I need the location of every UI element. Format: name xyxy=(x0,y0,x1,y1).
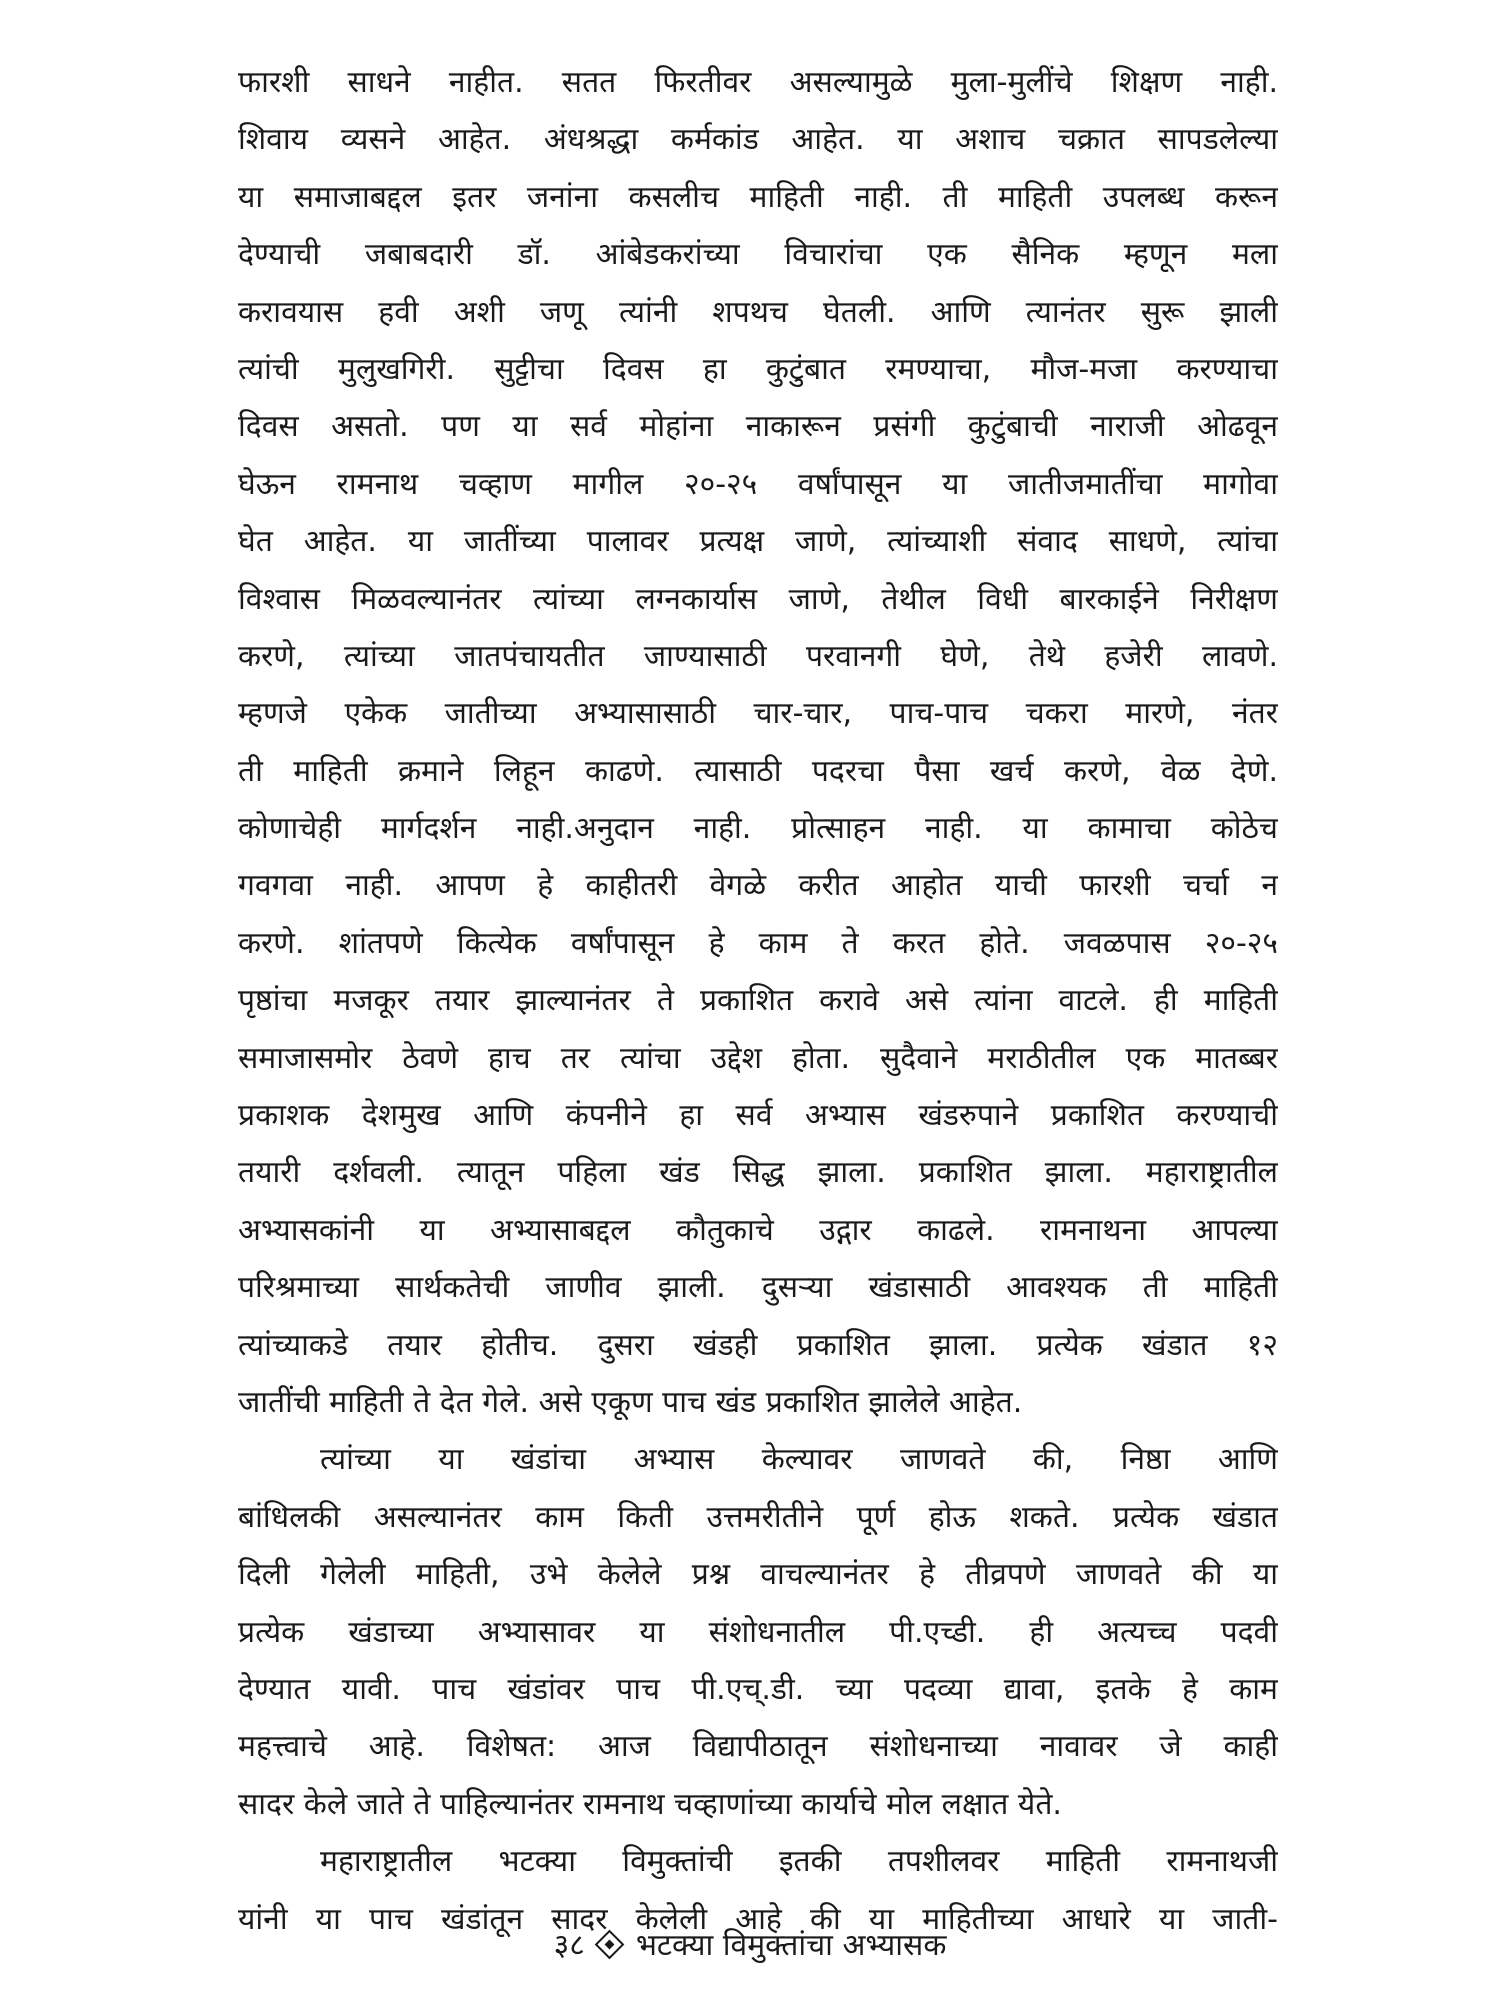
text-line: घेत आहेत. या जातींच्या पालावर प्रत्यक्ष जाणे, त्यांच्याशी संवाद साधणे, त्यांचा xyxy=(238,524,1278,560)
text-line: शिवाय व्यसने आहेत. अंधश्रद्धा कर्मकांड आहेत. या अशाच चक्रात सापडलेल्या xyxy=(238,122,1278,158)
text-line: दिली गेलेली माहिती, उभे केलेले प्रश्न वाचल्यानंतर हे तीव्रपणे जाणवते की या xyxy=(238,1557,1278,1593)
text-line: प्रकाशक देशमुख आणि कंपनीने हा सर्व अभ्यास खंडरुपाने प्रकाशित करण्याची xyxy=(238,1098,1278,1134)
text-line: फारशी साधने नाहीत. सतत फिरतीवर असल्यामुळे मुला-मुलींचे शिक्षण नाही. xyxy=(238,65,1278,100)
text-line: समाजासमोर ठेवणे हाच तर त्यांचा उद्देश होता. सुदैवाने मराठीतील एक मातब्बर xyxy=(238,1040,1278,1076)
diamond-ornament-icon xyxy=(594,1930,624,1960)
text-line: करणे. शांतपणे कित्येक वर्षांपासून हे काम ते करत होते. जवळपास २०-२५ xyxy=(238,925,1278,961)
text-line: सादर केले जाते ते पाहिल्यानंतर रामनाथ चव्हाणांच्या कार्याचे मोल लक्षात येते. xyxy=(238,1786,1062,1822)
text-line: म्हणजे एकेक जातीच्या अभ्यासासाठी चार-चार, पाच-पाच चकरा मारणे, नंतर xyxy=(238,696,1278,732)
text-line: त्यांच्याकडे तयार होतीच. दुसरा खंडही प्रकाशित झाला. प्रत्येक खंडात १२ xyxy=(238,1327,1278,1363)
text-line: परिश्रमाच्या सार्थकतेची जाणीव झाली. दुसऱ्या खंडासाठी आवश्यक ती माहिती xyxy=(238,1270,1278,1306)
text-line: जातींची माहिती ते देत गेले. असे एकूण पाच खंड प्रकाशित झालेले आहेत. xyxy=(238,1384,1023,1420)
text-line: देण्याची जबाबदारी डॉ. आंबेडकरांच्या विचारांचा एक सैनिक म्हणून मला xyxy=(238,237,1278,273)
text-line: या समाजाबद्दल इतर जनांना कसलीच माहिती नाही. ती माहिती उपलब्ध करून xyxy=(238,179,1278,215)
text-line: देण्यात यावी. पाच खंडांवर पाच पी.एच्.डी. च्या पदव्या द्यावा, इतके हे काम xyxy=(238,1671,1278,1707)
text-line: अभ्यासकांनी या अभ्यासाबद्दल कौतुकाचे उद्गार काढले. रामनाथना आपल्या xyxy=(238,1212,1278,1248)
text-line: तयारी दर्शवली. त्यातून पहिला खंड सिद्ध झाला. प्रकाशित झाला. महाराष्ट्रातील xyxy=(238,1155,1278,1191)
text-line: गवगवा नाही. आपण हे काहीतरी वेगळे करीत आहोत याची फारशी चर्चा न xyxy=(238,868,1278,904)
text-line: प्रत्येक खंडाच्या अभ्यासावर या संशोधनातील पी.एच्डी. ही अत्यच्च पदवी xyxy=(238,1614,1278,1650)
text-line: पृष्ठांचा मजकूर तयार झाल्यानंतर ते प्रकाशित करावे असे त्यांना वाटले. ही माहिती xyxy=(238,983,1278,1019)
text-line: त्यांची मुलुखगिरी. सुट्टीचा दिवस हा कुटुंबात रमण्याचा, मौज-मजा करण्याचा xyxy=(238,351,1278,387)
text-line: घेऊन रामनाथ चव्हाण मागील २०-२५ वर्षांपासून या जातीजमातींचा मागोवा xyxy=(238,466,1278,502)
text-line: त्यांच्या या खंडांचा अभ्यास केल्यावर जाणवते की, निष्ठा आणि xyxy=(320,1442,1278,1478)
text-line: महाराष्ट्रातील भटक्या विमुक्तांची इतकी तपशीलवर माहिती रामनाथजी xyxy=(320,1844,1278,1880)
text-line: यांनी या पाच खंडांतून सादर केलेली आहे की या माहितीच्या आधारे या जाती- xyxy=(238,1901,1278,1937)
page-footer xyxy=(0,1926,1500,1966)
text-line: कोणाचेही मार्गदर्शन नाही.अनुदान नाही. प्रोत्साहन नाही. या कामाचा कोठेच xyxy=(238,811,1278,847)
text-line: बांधिलकी असल्यानंतर काम किती उत्तमरीतीने पूर्ण होऊ शकते. प्रत्येक खंडात xyxy=(238,1499,1278,1535)
text-line: करावयास हवी अशी जणू त्यांनी शपथच घेतली. आणि त्यानंतर सुरू झाली xyxy=(238,294,1278,330)
text-line: दिवस असतो. पण या सर्व मोहांना नाकारून प्रसंगी कुटुंबाची नाराजी ओढवून xyxy=(238,409,1278,445)
text-line: करणे, त्यांच्या जातपंचायतीत जाण्यासाठी परवानगी घेणे, तेथे हजेरी लावणे. xyxy=(238,638,1278,674)
body-text xyxy=(238,54,1278,1948)
running-title: भटक्या विमुक्तांचा अभ्यासक xyxy=(635,1928,947,1963)
page-number: ३८ xyxy=(553,1928,585,1963)
text-line: महत्त्वाचे आहे. विशेषत: आज विद्यापीठातून संशोधनाच्या नावावर जे काही xyxy=(238,1729,1278,1765)
text-line: विश्वास मिळवल्यानंतर त्यांच्या लग्नकार्यास जाणे, तेथील विधी बारकाईने निरीक्षण xyxy=(238,581,1278,617)
text-line: ती माहिती क्रमाने लिहून काढणे. त्यासाठी पदरचा पैसा खर्च करणे, वेळ देणे. xyxy=(238,753,1278,789)
